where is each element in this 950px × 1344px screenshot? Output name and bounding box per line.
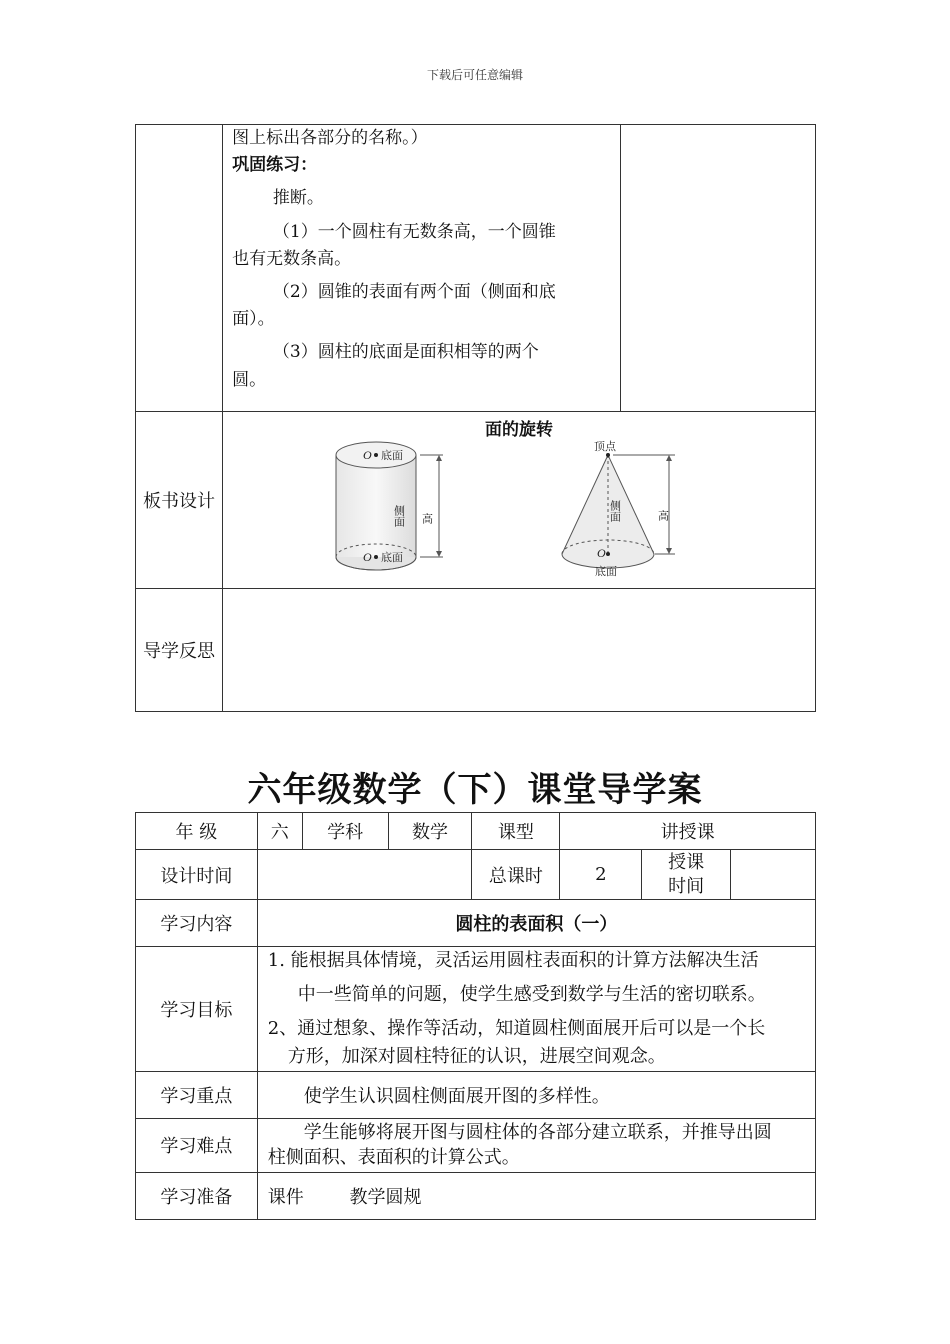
design-time-value — [257, 850, 472, 900]
board-cell — [223, 412, 816, 589]
item3-line-a: （3）圆柱的底面是面积相等的两个 — [272, 342, 539, 363]
item2-line-b: 面）。 — [232, 309, 275, 330]
goals-label: 学习目标 — [136, 947, 258, 1072]
board-diagram — [223, 440, 803, 588]
page-title: 六年级数学（下）课堂导学案 — [247, 770, 703, 810]
difficulty-label: 学习难点 — [136, 1118, 258, 1172]
board-title: 面的旋转 — [485, 420, 554, 440]
cone-o: O — [597, 546, 606, 560]
cone-base: 底面 — [595, 565, 618, 578]
cyl-bottom-o: O — [363, 550, 372, 564]
key-value: 使学生认识圆柱侧面展开图的多样性。 — [257, 1071, 815, 1118]
cyl-bottom-base: 底面 — [381, 551, 404, 564]
item1-line-b: 也有无数条高。 — [232, 248, 352, 269]
cone-side: 侧面 — [608, 500, 622, 522]
judge-text: 推断。 — [272, 188, 324, 209]
item2-line-a: （2）圆锥的表面有两个面（侧面和底 — [272, 281, 556, 302]
total-label: 总课时 — [472, 850, 560, 900]
cone-vertex: 顶点 — [594, 440, 617, 453]
key-label: 学习重点 — [136, 1071, 258, 1118]
grade-value: 六 — [257, 813, 302, 850]
empty-cell — [620, 125, 815, 412]
difficulty-line-b: 柱侧面积、表面积的计算公式。 — [267, 1147, 520, 1169]
goal2-line-a: 2、通过想象、操作等活动，知道圆柱侧面展开后可以是一个长 — [267, 1017, 766, 1039]
subject-label: 学科 — [302, 813, 388, 850]
content-label: 学习内容 — [136, 900, 258, 947]
grade-label: 年 级 — [136, 813, 258, 850]
content-value: 圆柱的表面积（一） — [257, 900, 815, 947]
practice-title: 巩固练习： — [232, 155, 318, 176]
teach-time-label-1: 授课 — [668, 852, 705, 874]
cone-height: 高 — [656, 510, 670, 521]
top-table — [135, 124, 816, 712]
difficulty-line-a: 学生能够将展开图与圆柱体的各部分建立联系，并推导出圆 — [303, 1121, 772, 1143]
reflect-label: 导学反思 — [136, 589, 223, 712]
item1-line-a: （1）一个圆柱有无数条高，一个圆锥 — [272, 221, 556, 242]
lesson-table — [135, 812, 816, 1220]
goal1-line-b: 中一些简单的问题，使学生感受到数学与生活的密切联系。 — [297, 983, 766, 1005]
subject-value: 数学 — [388, 813, 472, 850]
header-note: 下载后可任意编辑 — [426, 68, 523, 82]
cyl-top-o: O — [363, 448, 372, 462]
item3-line-b: 圆。 — [232, 369, 267, 390]
design-time-label: 设计时间 — [136, 850, 258, 900]
goals-cell — [257, 947, 815, 1072]
practice-cell — [223, 125, 621, 412]
goal1-line-a: 1. 能根据具体情境，灵活运用圆柱表面积的计算方法解决生活 — [267, 950, 759, 971]
board-label: 板书设计 — [136, 412, 223, 589]
difficulty-cell — [257, 1118, 815, 1172]
cyl-top-base: 底面 — [381, 449, 404, 462]
prep-value: 课件 教学圆规 — [257, 1172, 815, 1219]
cyl-height: 高 — [420, 513, 434, 524]
prep-label: 学习准备 — [136, 1172, 258, 1219]
continued-line: 图上标出各部分的名称。） — [232, 128, 428, 148]
teach-time-label — [642, 850, 731, 900]
teach-time-label-2: 时间 — [668, 875, 705, 897]
cone-figure — [562, 440, 675, 578]
empty-label-cell — [136, 125, 223, 412]
type-label: 课型 — [472, 813, 560, 850]
goal2-line-b: 方形，加深对圆柱特征的认识，进展空间观念。 — [287, 1045, 666, 1067]
total-value: 2 — [560, 850, 642, 900]
reflect-cell — [223, 589, 816, 712]
cylinder-figure — [336, 442, 443, 570]
type-value: 讲授课 — [560, 813, 816, 850]
cyl-side: 侧面 — [392, 505, 406, 527]
teach-time-value — [731, 850, 816, 900]
